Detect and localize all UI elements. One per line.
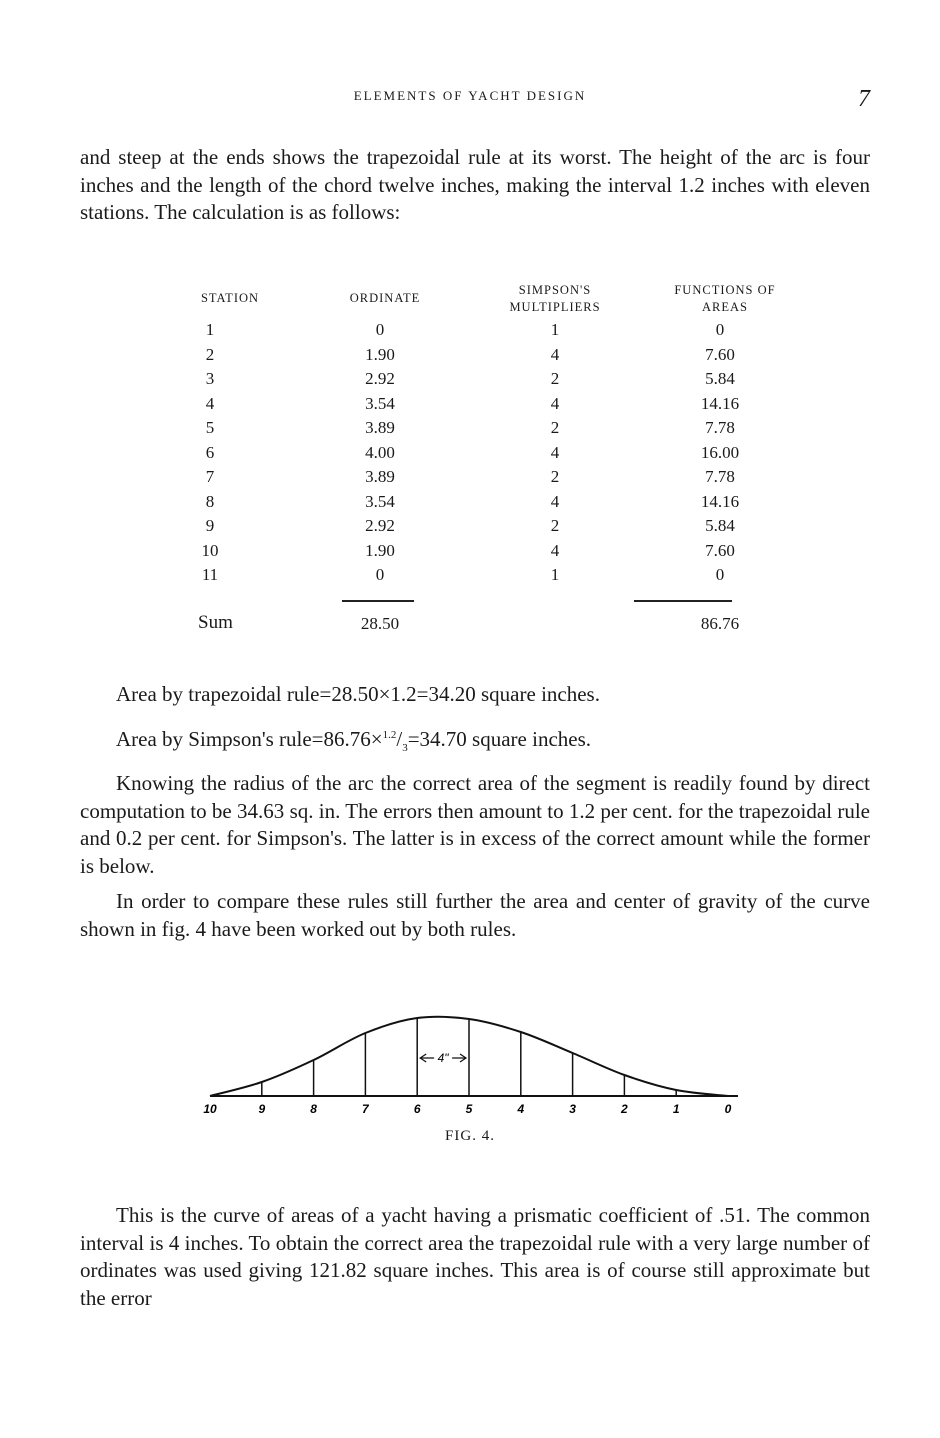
table-cell-multiplier: 4	[550, 491, 560, 511]
table-cell-multiplier: 1	[550, 320, 560, 339]
table-cell-ordinate: 3.54	[365, 393, 395, 413]
table-cell-ordinate: 3.54	[365, 491, 395, 511]
table-cell-station: 7	[205, 467, 215, 486]
table-cell-multiplier: 2	[550, 516, 560, 535]
table-cell-function: 0	[715, 320, 725, 339]
running-header: ELEMENTS OF YACHT DESIGN	[353, 88, 587, 103]
table-cell-station: 9	[205, 516, 215, 535]
table-cell-ordinate: 4.00	[365, 442, 395, 462]
table-cell-function: 5.84	[705, 369, 735, 388]
station-label: 0	[724, 1102, 732, 1116]
table-cell-multiplier: 4	[550, 393, 560, 413]
header-multipliers: SIMPSON'S MULTIPLIERS	[509, 283, 601, 314]
station-label: 2	[621, 1102, 628, 1116]
table-cell-station: 4	[205, 393, 215, 413]
table-cell-ordinate: 3.89	[365, 418, 395, 437]
table-cell-ordinate: 1.90	[365, 344, 395, 364]
table-cell-function: 7.78	[705, 467, 735, 486]
table-cell-function: 14.16	[700, 393, 740, 413]
table-cell-multiplier: 4	[550, 442, 560, 462]
table-cell-function: 5.84	[705, 516, 735, 535]
simpson-formula-result: =34.70 square inches.	[407, 727, 592, 751]
header-ordinate: ORDINATE	[349, 291, 421, 305]
intro-paragraph: and steep at the ends shows the trapezoidal rule at its worst. The height of the arc is four inches and the length of the chord twelve inches, making the interval 1.2 inches with eleven stations. The calculation is as follows:	[80, 145, 870, 224]
figure-caption: FIG. 4.	[445, 1128, 495, 1144]
table-cell-multiplier: 4	[550, 540, 560, 560]
table-cell-function: 7.60	[705, 540, 735, 560]
station-label: 3	[569, 1102, 576, 1116]
table-cell-station: 5	[205, 418, 215, 437]
table-cell-ordinate: 0	[375, 320, 385, 339]
table-cell-ordinate: 0	[375, 565, 385, 584]
station-label: 10	[203, 1102, 217, 1116]
station-label: 1	[672, 1102, 680, 1116]
table-cell-ordinate: 3.89	[365, 467, 395, 486]
paragraph-errors: Knowing the radius of the arc the correct area of the segment is readily found by direct computation to be 34.63 sq. in. The errors then amount to 1.2 per cent. for the trapezoidal rule and 0.2 per cent. for Simpson's. The latter is in excess of the correct amount while the former is below.	[80, 771, 870, 878]
table-cell-multiplier: 2	[550, 418, 560, 437]
table-cell-function: 7.78	[705, 418, 735, 437]
table-cell-multiplier: 4	[550, 344, 560, 364]
simpson-formula: Area by Simpson's $rule=86.76\times^{1.2}/_3=34.70$ square inches.	[116, 727, 592, 755]
table-cell-ordinate: 1.90	[365, 540, 395, 560]
station-label: 6	[413, 1102, 421, 1116]
sum-rule-ordinate	[342, 600, 414, 602]
table-cell-station: 3	[205, 369, 215, 388]
interval-label: 4"	[437, 1051, 449, 1065]
simpson-formula-text: Area by Simpson's rule=86.76×	[116, 727, 383, 751]
station-label: 9	[258, 1102, 266, 1116]
paragraph-compare: In order to compare these rules still further the area and center of gravity of the curve shown in fig. 4 have been worked out by both rules.	[80, 889, 870, 941]
header-station: STATION	[200, 291, 260, 305]
station-label: 7	[362, 1102, 369, 1116]
station-label: 4	[517, 1102, 525, 1116]
table-cell-station: 11	[201, 565, 219, 584]
table-cell-ordinate: 2.92	[365, 516, 395, 535]
table-cell-function: 0	[715, 565, 725, 584]
sum-label: Sum	[198, 612, 233, 633]
closing-paragraph: This is the curve of areas of a yacht having a prismatic coefficient of .51. The common interval is 4 inches. To obtain the correct area the trapezoidal rule with a very large number of ordinates was used giving 121.82 square inches. This area is of course still approximate but the error	[80, 1203, 870, 1310]
simpson-sub: 3	[402, 742, 408, 755]
table-cell-multiplier: 1	[550, 565, 560, 584]
table-cell-ordinate: 2.92	[365, 369, 395, 388]
simpson-sup: 1.2	[382, 729, 397, 741]
page-number: 7	[858, 86, 870, 112]
trapezoidal-formula: Area by trapezoidal rule=28.50×1.2=34.20 square inches.	[116, 682, 600, 706]
table-cell-station: 1	[205, 320, 215, 339]
station-label: 8	[310, 1102, 317, 1116]
sum-ordinate: 28.50	[360, 614, 400, 633]
table-cell-multiplier: 2	[550, 369, 560, 388]
table-cell-station: 10	[201, 540, 219, 560]
table-cell-station: 8	[205, 491, 215, 511]
curve-of-areas-figure	[190, 1000, 750, 1120]
table-cell-function: 14.16	[700, 491, 740, 511]
table-cell-multiplier: 2	[550, 467, 560, 486]
header-functions: FUNCTIONS OF AREAS	[674, 283, 776, 314]
table-cell-station: 2	[205, 344, 215, 364]
sum-rule-functions	[634, 600, 732, 602]
table-cell-function: 16.00	[700, 442, 740, 462]
table-cell-station: 6	[205, 442, 215, 462]
sum-functions: 86.76	[700, 614, 740, 633]
table-cell-function: 7.60	[705, 344, 735, 364]
station-label: 5	[465, 1102, 473, 1116]
